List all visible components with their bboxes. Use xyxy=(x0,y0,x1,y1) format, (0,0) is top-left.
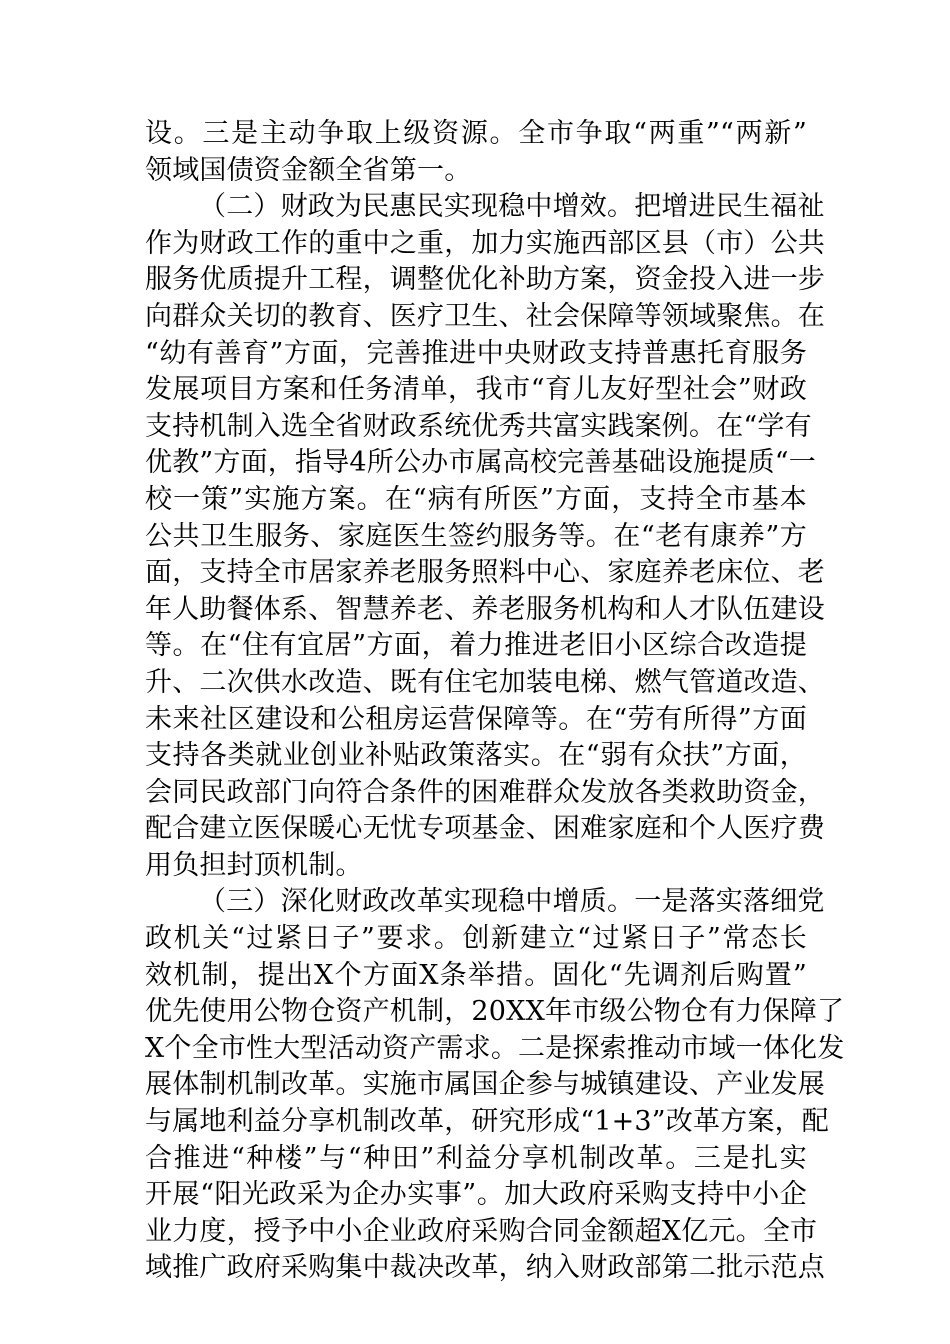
document-body xyxy=(145,116,845,1287)
text-line: 与属地利益分享机制改革，研究形成“1+3”改革方案，配 xyxy=(145,1106,829,1138)
text-line: 优先使用公物仓资产机制，20XX年市级公物仓有力保障了 xyxy=(145,996,845,1028)
text-line: 优教”方面，指导4所公办市属高校完善基础设施提质“一 xyxy=(145,447,816,479)
text-line: 开展“阳光政采为企办实事”。加大政府采购支持中小企 xyxy=(145,1179,807,1211)
text-line: 领域国债资金额全省第一。 xyxy=(145,154,472,186)
text-line: 设。三是主动争取上级资源。全市争取“两重”“两新” xyxy=(145,118,807,149)
text-line: 校一策”实施方案。在“病有所医”方面，支持全市基本 xyxy=(145,483,807,515)
text-line: 支持机制入选全省财政系统优秀共富实践案例。在“学有 xyxy=(145,410,812,442)
text-line: X个全市性大型活动资产需求。二是探索推动市域一体化发 xyxy=(145,1032,845,1064)
text-line: 作为财政工作的重中之重，加力实施西部区县（市）公共 xyxy=(145,227,825,259)
text-line: 合推进“种楼”与“种田”利益分享机制改革。三是扎实 xyxy=(145,1142,807,1174)
text-line: 未来社区建设和公租房运营保障等。在“劳有所得”方面 xyxy=(145,703,807,735)
text-line: 用负担封顶机制。 xyxy=(145,849,363,881)
text-line: 域推广政府采购集中裁决改革，纳入财政部第二批示范点 xyxy=(145,1252,825,1284)
paragraph-section-3 xyxy=(145,884,845,1287)
text-line: 公共卫生服务、家庭医生签约服务等。在“老有康养”方 xyxy=(145,520,807,552)
text-line: 等。在“住有宜居”方面，着力推进老旧小区综合改造提 xyxy=(145,630,807,662)
text-line: 配合建立医保暖心无忧专项基金、困难家庭和个人医疗费 xyxy=(145,813,825,845)
text-line: 向群众关切的教育、医疗卫生、社会保障等领域聚焦。在 xyxy=(145,300,825,332)
text-line: 年人助餐体系、智慧养老、养老服务机构和人才队伍建设 xyxy=(145,593,825,625)
paragraph-heading-line: （二）财政为民惠民实现稳中增效。把增进民生福祉 xyxy=(199,191,825,223)
text-line: 发展项目方案和任务清单，我市“育儿友好型社会”财政 xyxy=(145,374,807,406)
text-line: 展体制机制改革。实施市属国企参与城镇建设、产业发展 xyxy=(145,1069,825,1101)
text-line: 业力度，授予中小企业政府采购合同金额超X亿元。全市 xyxy=(145,1215,818,1247)
text-line: 支持各类就业创业补贴政策落实。在“弱有众扶”方面， xyxy=(145,740,807,772)
text-line: 政机关“过紧日子”要求。创新建立“过紧日子”常态长 xyxy=(145,923,807,955)
text-line: 面，支持全市居家养老服务照料中心、家庭养老床位、老 xyxy=(145,557,825,589)
text-line: 效机制，提出X个方面X条举措。固化“先调剂后购置” xyxy=(145,959,807,991)
paragraph-section-2 xyxy=(145,189,825,884)
paragraph-heading-line: （三）深化财政改革实现稳中增质。一是落实落细党 xyxy=(199,886,825,918)
paragraph-continued xyxy=(145,116,807,189)
text-line: 服务优质提升工程，调整优化补助方案，资金投入进一步 xyxy=(145,264,825,296)
text-line: 升、二次供水改造、既有住宅加装电梯、燃气管道改造、 xyxy=(145,666,825,698)
text-line: “幼有善育”方面，完善推进中央财政支持普惠托育服务 xyxy=(145,337,807,369)
text-line: 会同民政部门向符合条件的困难群众发放各类救助资金， xyxy=(145,776,825,808)
